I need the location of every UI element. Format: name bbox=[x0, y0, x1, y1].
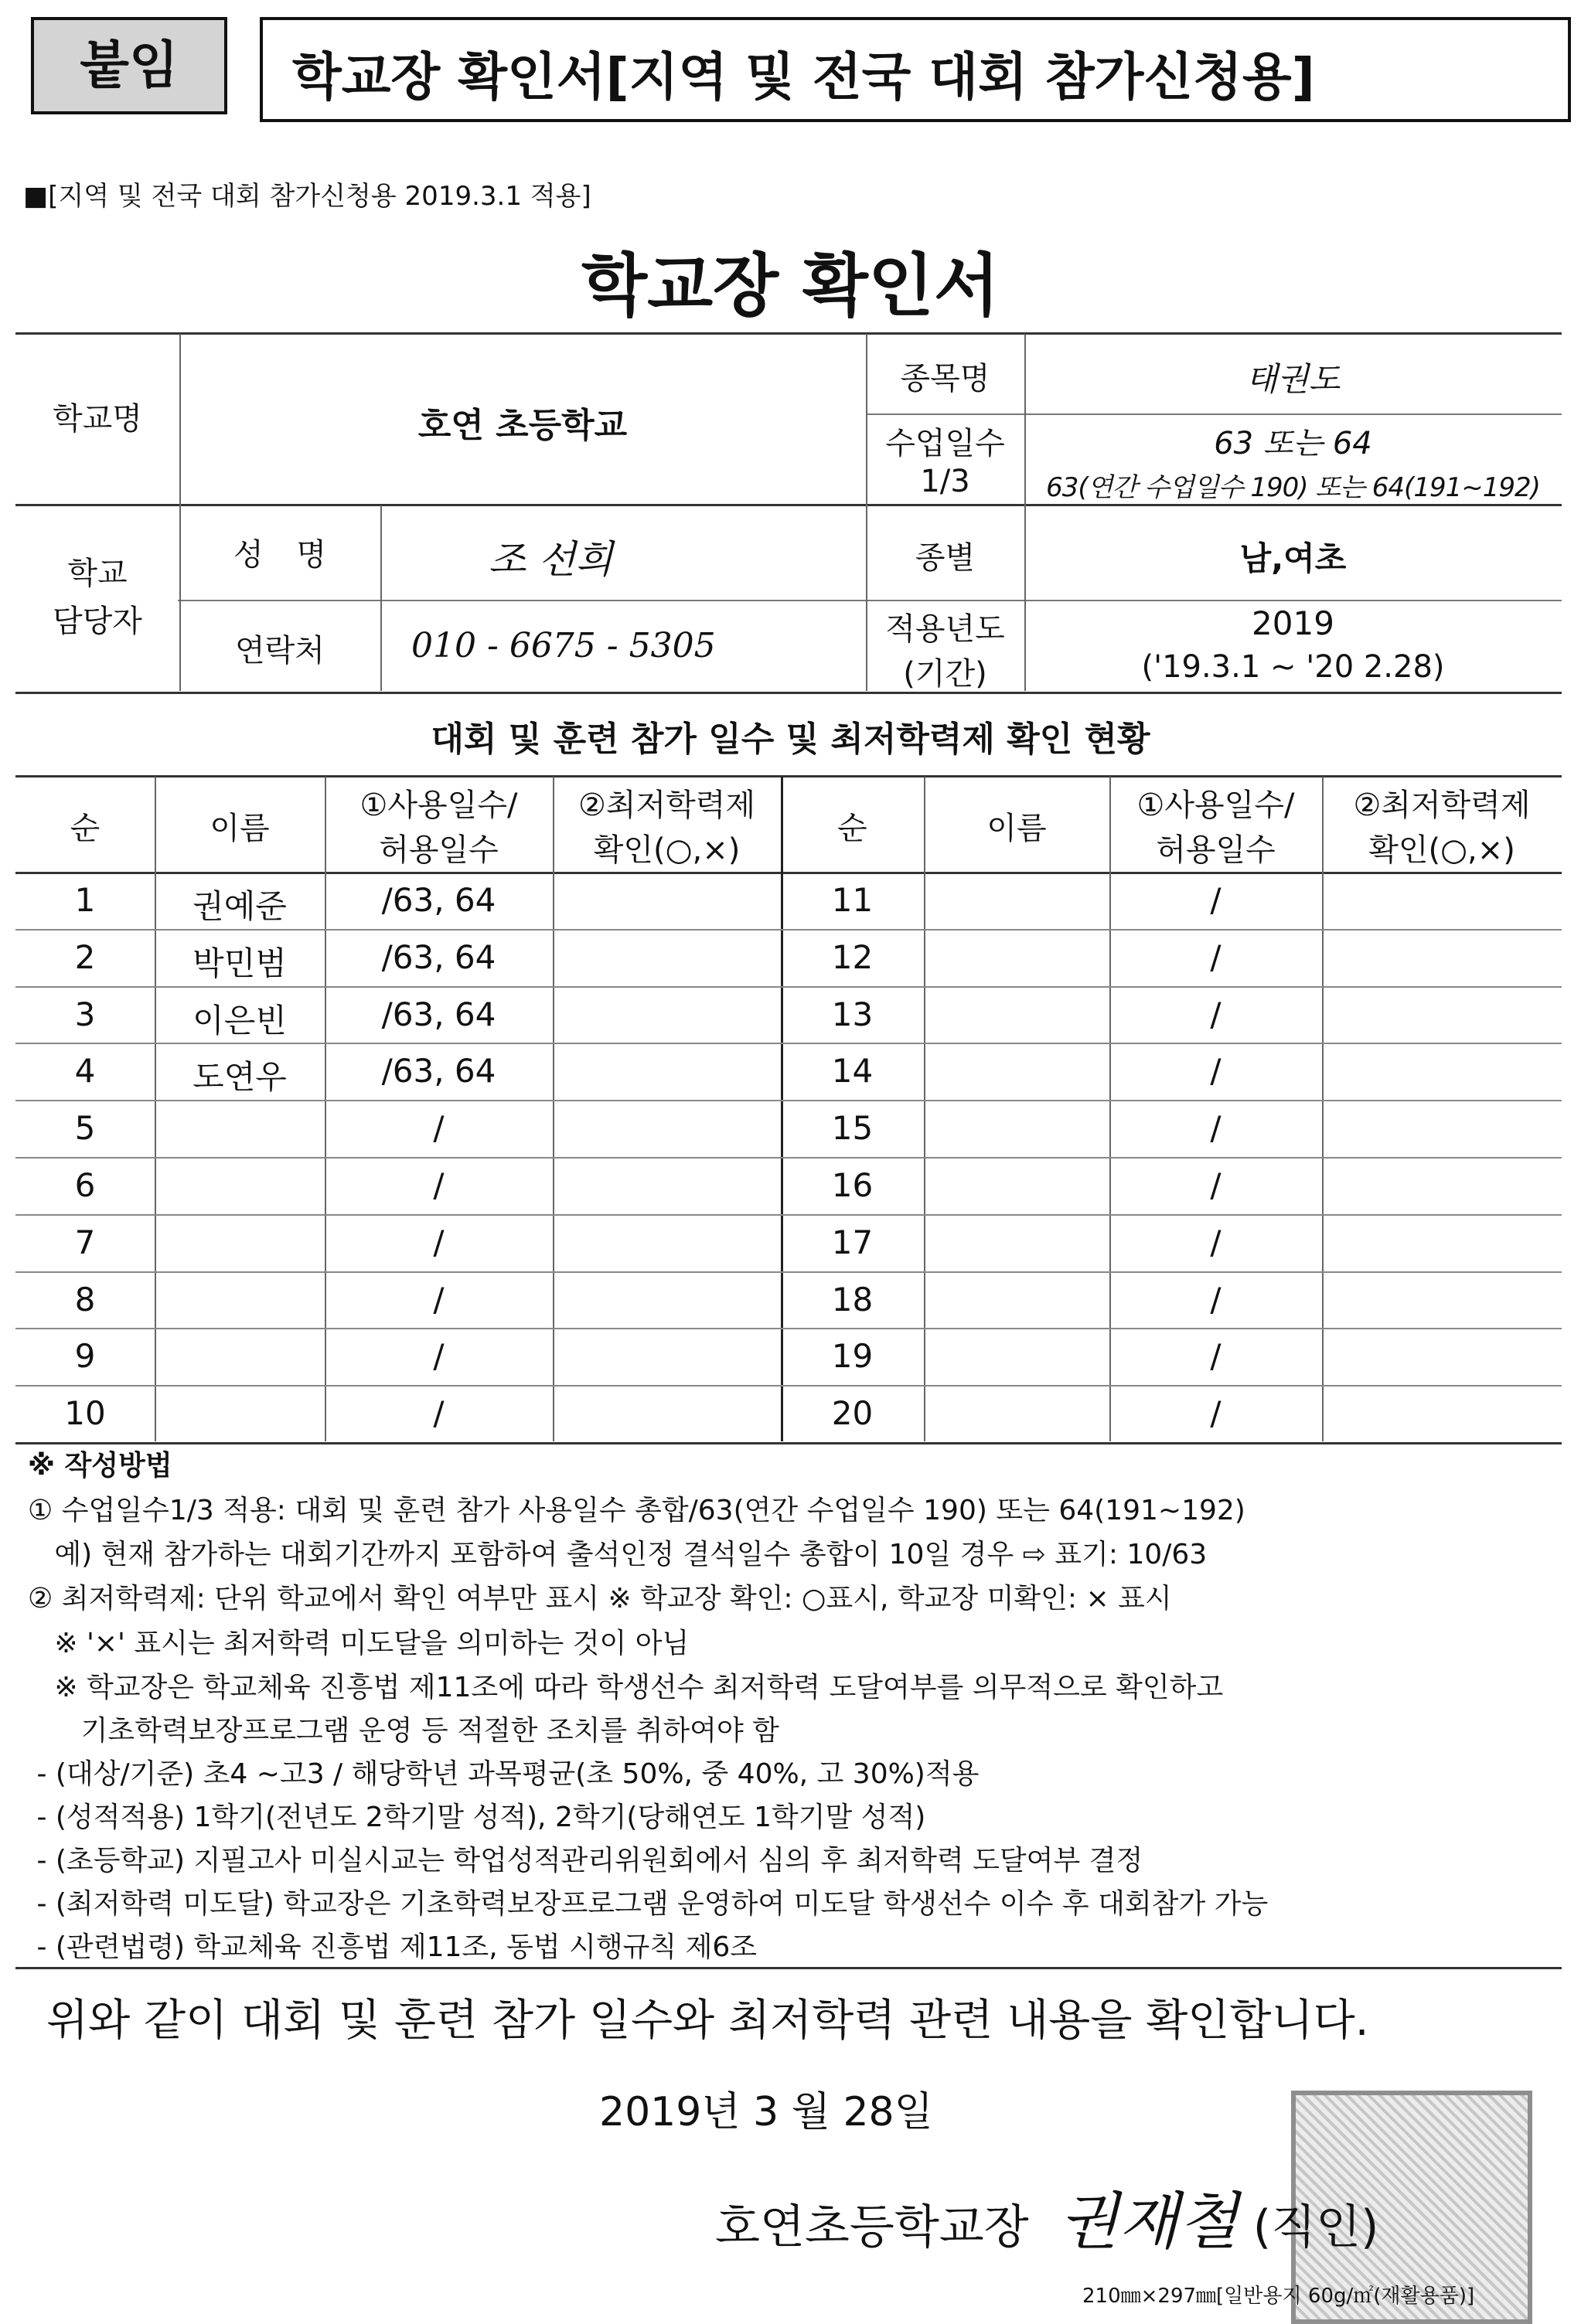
days-used: / bbox=[1210, 1052, 1222, 1091]
student-name: 박민범 bbox=[193, 944, 287, 982]
days-used: /63, 64 bbox=[381, 1052, 496, 1091]
row-number: 4 bbox=[74, 1052, 96, 1091]
days-used: / bbox=[1210, 1394, 1222, 1433]
confirmation-text: 위와 같이 대회 및 훈련 참가 일수와 최저학력 관련 내용을 확인합니다. bbox=[46, 1996, 1369, 2046]
row-number: 3 bbox=[74, 995, 96, 1033]
instruction-line: ※ 작성방법 bbox=[28, 1450, 172, 1482]
instruction-line: - (관련법령) 학교체육 진흥법 제11조, 동법 시행규칙 제6조 bbox=[28, 1931, 758, 1963]
days-used: / bbox=[433, 1223, 445, 1261]
row-number: 18 bbox=[831, 1280, 874, 1319]
row-number: 1 bbox=[74, 881, 96, 919]
days-used: / bbox=[433, 1337, 445, 1376]
days-used: / bbox=[1210, 1223, 1222, 1261]
instruction-line: ② 최저학력제: 단위 학교에서 확인 여부만 표시 ※ 학교장 확인: ○표시, 학교장 미확인: × 표시 bbox=[28, 1583, 1172, 1615]
student-name: 권예준 bbox=[193, 887, 287, 925]
instruction-line: 예) 현재 참가하는 대회기간까지 포함하여 출석인정 결석일수 총합이 10일 경우 ⇨ 표기: 10/63 bbox=[28, 1539, 1208, 1570]
student-name: 도연우 bbox=[193, 1058, 287, 1097]
contact-handwritten: 010 - 6675 - 5305 bbox=[411, 626, 716, 665]
header-name-left: 이름 bbox=[210, 811, 270, 846]
name-label: 성 명 bbox=[233, 537, 326, 573]
staff-name-handwritten: 조 선희 bbox=[489, 537, 613, 582]
contact-label: 연락처 bbox=[235, 633, 325, 669]
header-days-right-2: 허용일수 bbox=[1156, 832, 1276, 868]
attachment-badge: 붙임 bbox=[31, 17, 227, 114]
days-used: / bbox=[1210, 1109, 1222, 1148]
top-note: ■[지역 및 전국 대회 참가신청용 2019.3.1 적용] bbox=[23, 181, 591, 212]
row-number: 16 bbox=[831, 1166, 874, 1204]
school-name-value: 호연 초등학교 bbox=[417, 406, 628, 445]
days-used: / bbox=[433, 1166, 445, 1204]
header-no-right: 순 bbox=[837, 811, 867, 846]
row-number: 19 bbox=[831, 1337, 874, 1376]
instruction-line: - (성적적용) 1학기(전년도 2학기말 성적), 2학기(당해연도 1학기말 성적) bbox=[28, 1802, 926, 1833]
year-period-value: ('19.3.1 ~ '20 2.28) bbox=[1141, 649, 1445, 685]
seal-label: (직인) bbox=[1252, 2200, 1379, 2254]
document-title: 학교장 확인서 bbox=[581, 246, 1000, 325]
header-title-box bbox=[260, 17, 1571, 122]
header-name-right: 이름 bbox=[986, 811, 1047, 846]
row-number: 11 bbox=[831, 881, 874, 919]
header-check-right: ②최저학력제 bbox=[1353, 788, 1531, 823]
row-number: 14 bbox=[831, 1052, 874, 1091]
gender-label: 종별 bbox=[915, 540, 976, 576]
year-value: 2019 bbox=[1252, 604, 1334, 642]
row-number: 17 bbox=[831, 1223, 874, 1261]
header-check-left-2: 확인(○,×) bbox=[593, 832, 741, 868]
sport-value: 태권도 bbox=[1245, 360, 1341, 398]
header-days-right: ①사용일수/ bbox=[1136, 788, 1295, 823]
paper-spec: 210㎜×297㎜[일반용지 60g/㎡(재활용품)] bbox=[1082, 2285, 1475, 2308]
student-name: 이은빈 bbox=[193, 1001, 287, 1040]
row-number: 7 bbox=[74, 1223, 96, 1261]
confirmation-date: 2019년 3 월 28일 bbox=[599, 2089, 933, 2135]
row-number: 10 bbox=[64, 1394, 106, 1433]
row-number: 5 bbox=[74, 1109, 96, 1148]
days-used: /63, 64 bbox=[381, 881, 496, 919]
class-days-value: 63 또는 64 bbox=[1214, 426, 1372, 461]
row-number: 8 bbox=[74, 1280, 96, 1319]
instruction-line: - (초등학교) 지필고사 미실시교는 학업성적관리위원회에서 심의 후 최저학력 도달여부 결정 bbox=[28, 1845, 1143, 1877]
days-used: / bbox=[1210, 937, 1222, 976]
signer-line bbox=[715, 2172, 1378, 2261]
days-used: / bbox=[433, 1394, 445, 1433]
days-used: / bbox=[1210, 881, 1222, 919]
gender-value: 남,여초 bbox=[1239, 539, 1347, 577]
row-number: 15 bbox=[831, 1109, 874, 1148]
staff-label: 학교 bbox=[67, 556, 128, 591]
header-no-left: 순 bbox=[70, 811, 101, 846]
days-used: / bbox=[1210, 1337, 1222, 1376]
row-number: 2 bbox=[74, 937, 96, 976]
year-label: 적용년도 bbox=[885, 611, 1005, 647]
school-name-label: 학교명 bbox=[53, 401, 142, 437]
days-used: / bbox=[433, 1280, 445, 1319]
days-used: / bbox=[1210, 1166, 1222, 1204]
days-used: / bbox=[433, 1109, 445, 1148]
sport-label: 종목명 bbox=[900, 361, 990, 396]
days-used: /63, 64 bbox=[381, 995, 496, 1033]
principal-signature: 권재철 bbox=[1058, 2186, 1239, 2258]
staff-label-2: 담당자 bbox=[53, 604, 142, 639]
header-title: 학교장 확인서[지역 및 전국 대회 참가신청용] bbox=[292, 47, 1315, 107]
header-check-right-2: 확인(○,×) bbox=[1368, 832, 1515, 868]
instruction-line: ※ '×' 표시는 최저학력 미도달을 의미하는 것이 아님 bbox=[28, 1628, 690, 1659]
days-used: / bbox=[1210, 1280, 1222, 1319]
class-days-label-fraction: 1/3 bbox=[920, 464, 970, 499]
row-number: 6 bbox=[74, 1166, 96, 1204]
class-days-label: 수업일수 bbox=[885, 426, 1005, 461]
class-days-detail: 63(연간 수업일수 190) 또는 64(191~192) bbox=[1046, 472, 1540, 503]
header-check-left: ②최저학력제 bbox=[578, 788, 756, 823]
instruction-line: 기초학력보장프로그램 운영 등 적절한 조치를 취하여야 함 bbox=[28, 1715, 779, 1747]
header-days-left-2: 허용일수 bbox=[379, 832, 499, 868]
header-days-left: ①사용일수/ bbox=[359, 788, 518, 823]
days-used: /63, 64 bbox=[381, 937, 496, 976]
section-title: 대회 및 훈련 참가 일수 및 최저학력제 확인 현황 bbox=[431, 720, 1150, 759]
row-number: 12 bbox=[831, 937, 874, 976]
row-number: 13 bbox=[831, 995, 874, 1033]
instruction-line: - (최저학력 미도달) 학교장은 기초학력보장프로그램 운영하여 미도달 학생선수 이수 후 대회참가 가능 bbox=[28, 1888, 1269, 1920]
year-label-period: (기간) bbox=[903, 656, 987, 692]
instruction-line: ① 수업일수1/3 적용: 대회 및 훈련 참가 사용일수 총합/63(연간 수업일수 190) 또는 64(191~192) bbox=[28, 1495, 1245, 1526]
signer-title: 호연초등학교장 bbox=[715, 2200, 1029, 2254]
instruction-line: ※ 학교장은 학교체육 진흥법 제11조에 따라 학생선수 최저학력 도달여부를 의무적으로 확인하고 bbox=[28, 1672, 1224, 1703]
days-used: / bbox=[1210, 995, 1222, 1033]
instruction-line: - (대상/기준) 초4 ~고3 / 해당학년 과목평균(초 50%, 중 40%, 고 30%)적용 bbox=[28, 1758, 980, 1790]
row-number: 9 bbox=[74, 1337, 96, 1376]
row-number: 20 bbox=[831, 1394, 874, 1433]
